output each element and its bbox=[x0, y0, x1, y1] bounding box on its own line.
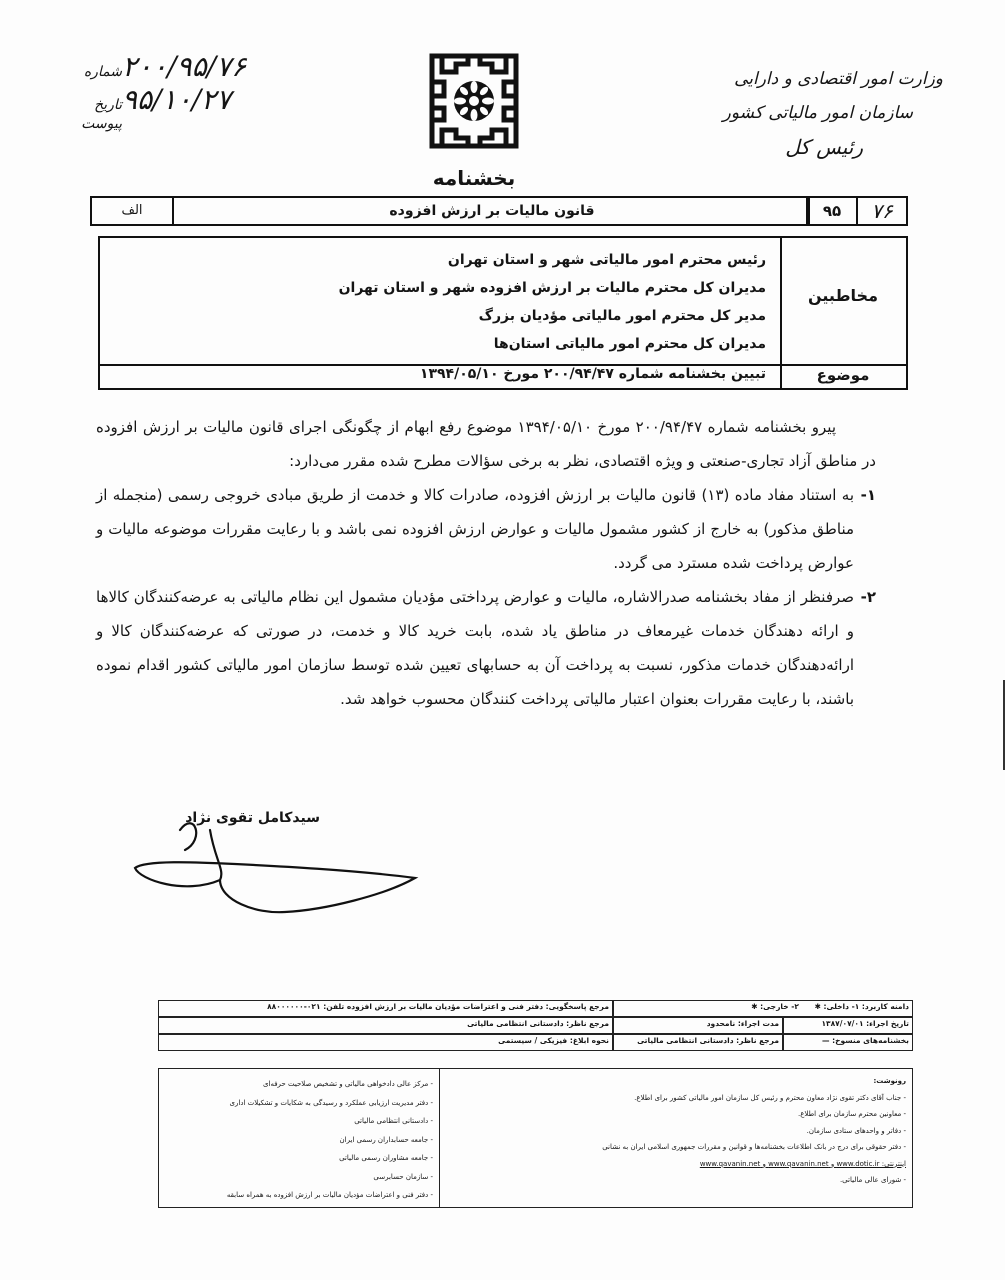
classification-code: الف bbox=[92, 198, 174, 224]
date-label: تاریخ bbox=[94, 97, 122, 113]
column-divider bbox=[439, 1069, 440, 1207]
copy-recipients bbox=[158, 1068, 913, 1208]
addressee-line: مدیر کل محترم امور مالیاتی مؤدیان بزرگ bbox=[478, 308, 766, 324]
addressee-line: مدیران کل محترم امور مالیاتی استان‌ها bbox=[493, 336, 766, 352]
copy-recipient: - دادستانی انتظامی مالیاتی bbox=[354, 1117, 433, 1125]
addressees-label: مخاطبین bbox=[808, 286, 878, 305]
ministry-line: وزارت امور اقتصادی و دارایی bbox=[734, 69, 943, 89]
date-row bbox=[80, 83, 280, 116]
scope-external: ۲- خارجی: ✱ bbox=[751, 1002, 799, 1011]
attachment-row bbox=[80, 116, 280, 132]
tax-organization-logo bbox=[428, 52, 520, 150]
item-number: ۱- bbox=[860, 486, 876, 504]
attachment-label: پیوست bbox=[81, 116, 122, 132]
number-label: شماره bbox=[83, 64, 122, 80]
reference-cell bbox=[158, 1000, 613, 1017]
copy-recipient: - سازمان حسابرسی bbox=[373, 1172, 433, 1181]
notice-method-cell bbox=[158, 1034, 613, 1051]
copy-recipient: - جامعه مشاوران رسمی مالیاتی bbox=[339, 1154, 433, 1162]
circular-year: ۹۵ bbox=[808, 198, 858, 224]
letter-body bbox=[96, 410, 876, 716]
number-value: ۲۰۰/۹۵/۷۶ bbox=[122, 50, 247, 83]
canceled-circulars: بخشنامه‌های منسوخ: — bbox=[822, 1036, 909, 1045]
copy-recipient: - معاونین محترم سازمان برای اطلاع. bbox=[798, 1110, 906, 1118]
copy-recipient: - دفتر مدیریت ارزیابی عملکرد و رسیدگی به شکایات و تشکیلات اداری bbox=[229, 1098, 433, 1107]
addressee-line: مدیران کل محترم مالیات بر ارزش افزوده شهر و استان تهران bbox=[338, 280, 766, 296]
ministry-header bbox=[703, 62, 943, 164]
handwritten-signature bbox=[125, 800, 435, 930]
supervisor-2: مرجع ناظر: دادستانی انتظامی مالیاتی bbox=[637, 1036, 779, 1045]
organization-line: سازمان امور مالیاتی کشور bbox=[722, 103, 913, 123]
copy-recipient: - شورای عالی مالیاتی. bbox=[839, 1176, 906, 1184]
copy-list-left bbox=[167, 1075, 433, 1205]
exec-date-cell bbox=[783, 1017, 913, 1034]
document-type: بخشنامه bbox=[432, 166, 516, 190]
addressee-table bbox=[98, 236, 908, 390]
scope-cell bbox=[613, 1000, 913, 1017]
canceled-cell bbox=[783, 1034, 913, 1051]
item-text: به استناد مفاد ماده (۱۳) قانون مالیات بر ارزش افزوده، صادرات کالا و خدمت از طریق مبادی خروجی رسمی (منجمله از مناطق مذکور) به خارج از کشور مشمول مالیات و عوارض ارزش افزوده نمی باشد و با رعایت مقررات موضوعه مالیات و عوارض پرداخت شده مسترد می گردد. bbox=[96, 486, 854, 572]
circular-number-box bbox=[806, 196, 908, 226]
subject-label: موضوع bbox=[816, 366, 870, 384]
duration: مدت اجراء: نامحدود bbox=[706, 1019, 779, 1028]
reference-text: مرجع پاسخگویی: دفتر فنی و اعتراضات مؤدیان مالیات بر ارزش افزوده تلفن: ۰۲۱-۸۸۰۰۰۰۰۰ bbox=[267, 1002, 609, 1011]
signatory-name: سیدکامل تقوی نژاد bbox=[185, 810, 320, 826]
date-value: ۹۵/۱۰/۲۷ bbox=[122, 83, 232, 116]
copy-to-label: رونوشت: bbox=[873, 1077, 906, 1085]
circular-number: ۷۶ bbox=[871, 199, 893, 223]
list-item bbox=[96, 478, 876, 580]
number-row bbox=[80, 50, 280, 83]
supervisor: مرجع ناظر: دادستانی انتظامی مالیاتی bbox=[467, 1019, 609, 1028]
copy-recipient: - جامعه حسابداران رسمی ایران bbox=[339, 1135, 433, 1144]
duration-cell bbox=[613, 1017, 783, 1034]
list-item bbox=[96, 580, 876, 716]
footer-info-grid bbox=[158, 1000, 913, 1068]
copy-recipient: - جناب آقای دکتر تقوی نژاد معاون محترم و رئیس کل سازمان امور مالیاتی کشور برای اطلاع. bbox=[634, 1093, 906, 1102]
item-text: صرفنظر از مفاد بخشنامه صدرالاشاره، مالیات و عوارض پرداختی مؤدیان مشمول این نظام مالیاتی به عرضه‌کنندگان کالاها و ارائه دهندگان خدمات غیرمعاف در مناطق یاد شده، بابت خرید کالا و خدمت، در صورتی که عرضه‌کنندگان کالا و ارائه‌دهندگان خدمات مذکور، نسبت به پرداخت آن به حسابهای تعیین شده توسط سازمان امور مالیاتی کشور اقدام نموده باشند، با رعایت مقررات بعنوان اعتبار مالیاتی پرداخت کنندگان محسوب خواهد شد. bbox=[96, 588, 854, 708]
letter-meta bbox=[80, 50, 280, 132]
exec-date: تاریخ اجراء: ۱۳۸۷/۰۷/۰۱ bbox=[821, 1019, 909, 1028]
title-strip bbox=[90, 196, 810, 226]
supervisor-cell bbox=[158, 1017, 613, 1034]
document-title: قانون مالیات بر ارزش افزوده bbox=[389, 203, 595, 219]
subject-text: تبیین بخشنامه شماره ۲۰۰/۹۴/۴۷ مورخ ۱۳۹۴/۰۵/۱۰ bbox=[419, 366, 766, 382]
item-number: ۲- bbox=[860, 588, 876, 606]
addressee-list bbox=[226, 246, 766, 358]
notice-method: نحوه ابلاغ: فیزیکی / سیستمی bbox=[498, 1036, 609, 1045]
copy-recipient: - دفتر فنی و اعتراضات مؤدیان مالیات بر ارزش افزوده به همراه سابقه bbox=[226, 1191, 433, 1199]
copy-list-right bbox=[446, 1073, 906, 1189]
position-line: رئیس کل bbox=[785, 135, 863, 159]
copy-recipient: - دفتر حقوقی برای درج در بانک اطلاعات بخشنامه‌ها و قوانین و مقررات جمهوری اسلامی ایران به نشانی bbox=[602, 1143, 906, 1151]
copy-recipient: - مرکز عالی دادخواهی مالیاتی و تشخیص صلاحیت حرفه‌ای bbox=[263, 1080, 433, 1088]
intro-paragraph: پیرو بخشنامه شماره ۲۰۰/۹۴/۴۷ مورخ ۱۳۹۴/۰۵/۱۰ موضوع رفع ابهام از چگونگی اجرای قانون مالیات بر ارزش افزوده در مناطق آزاد تجاری-صنعتی و ویژه اقتصادی، نظر به برخی سؤالات مطرح شده مقرر می‌دارد: bbox=[96, 418, 876, 470]
website-line: اینترنتی: www.dotic.ir و www.qavanin.net و www.qavanin.net bbox=[699, 1159, 906, 1168]
addressee-line: رئیس محترم امور مالیاتی شهر و استان تهران bbox=[447, 252, 766, 268]
copy-recipient: - دفاتر و واحدهای ستادی سازمان. bbox=[806, 1126, 906, 1135]
supervisor2-cell bbox=[613, 1034, 783, 1051]
scope-internal: دامنه کاربرد: ۱- داخلی: ✱ bbox=[814, 1002, 909, 1011]
